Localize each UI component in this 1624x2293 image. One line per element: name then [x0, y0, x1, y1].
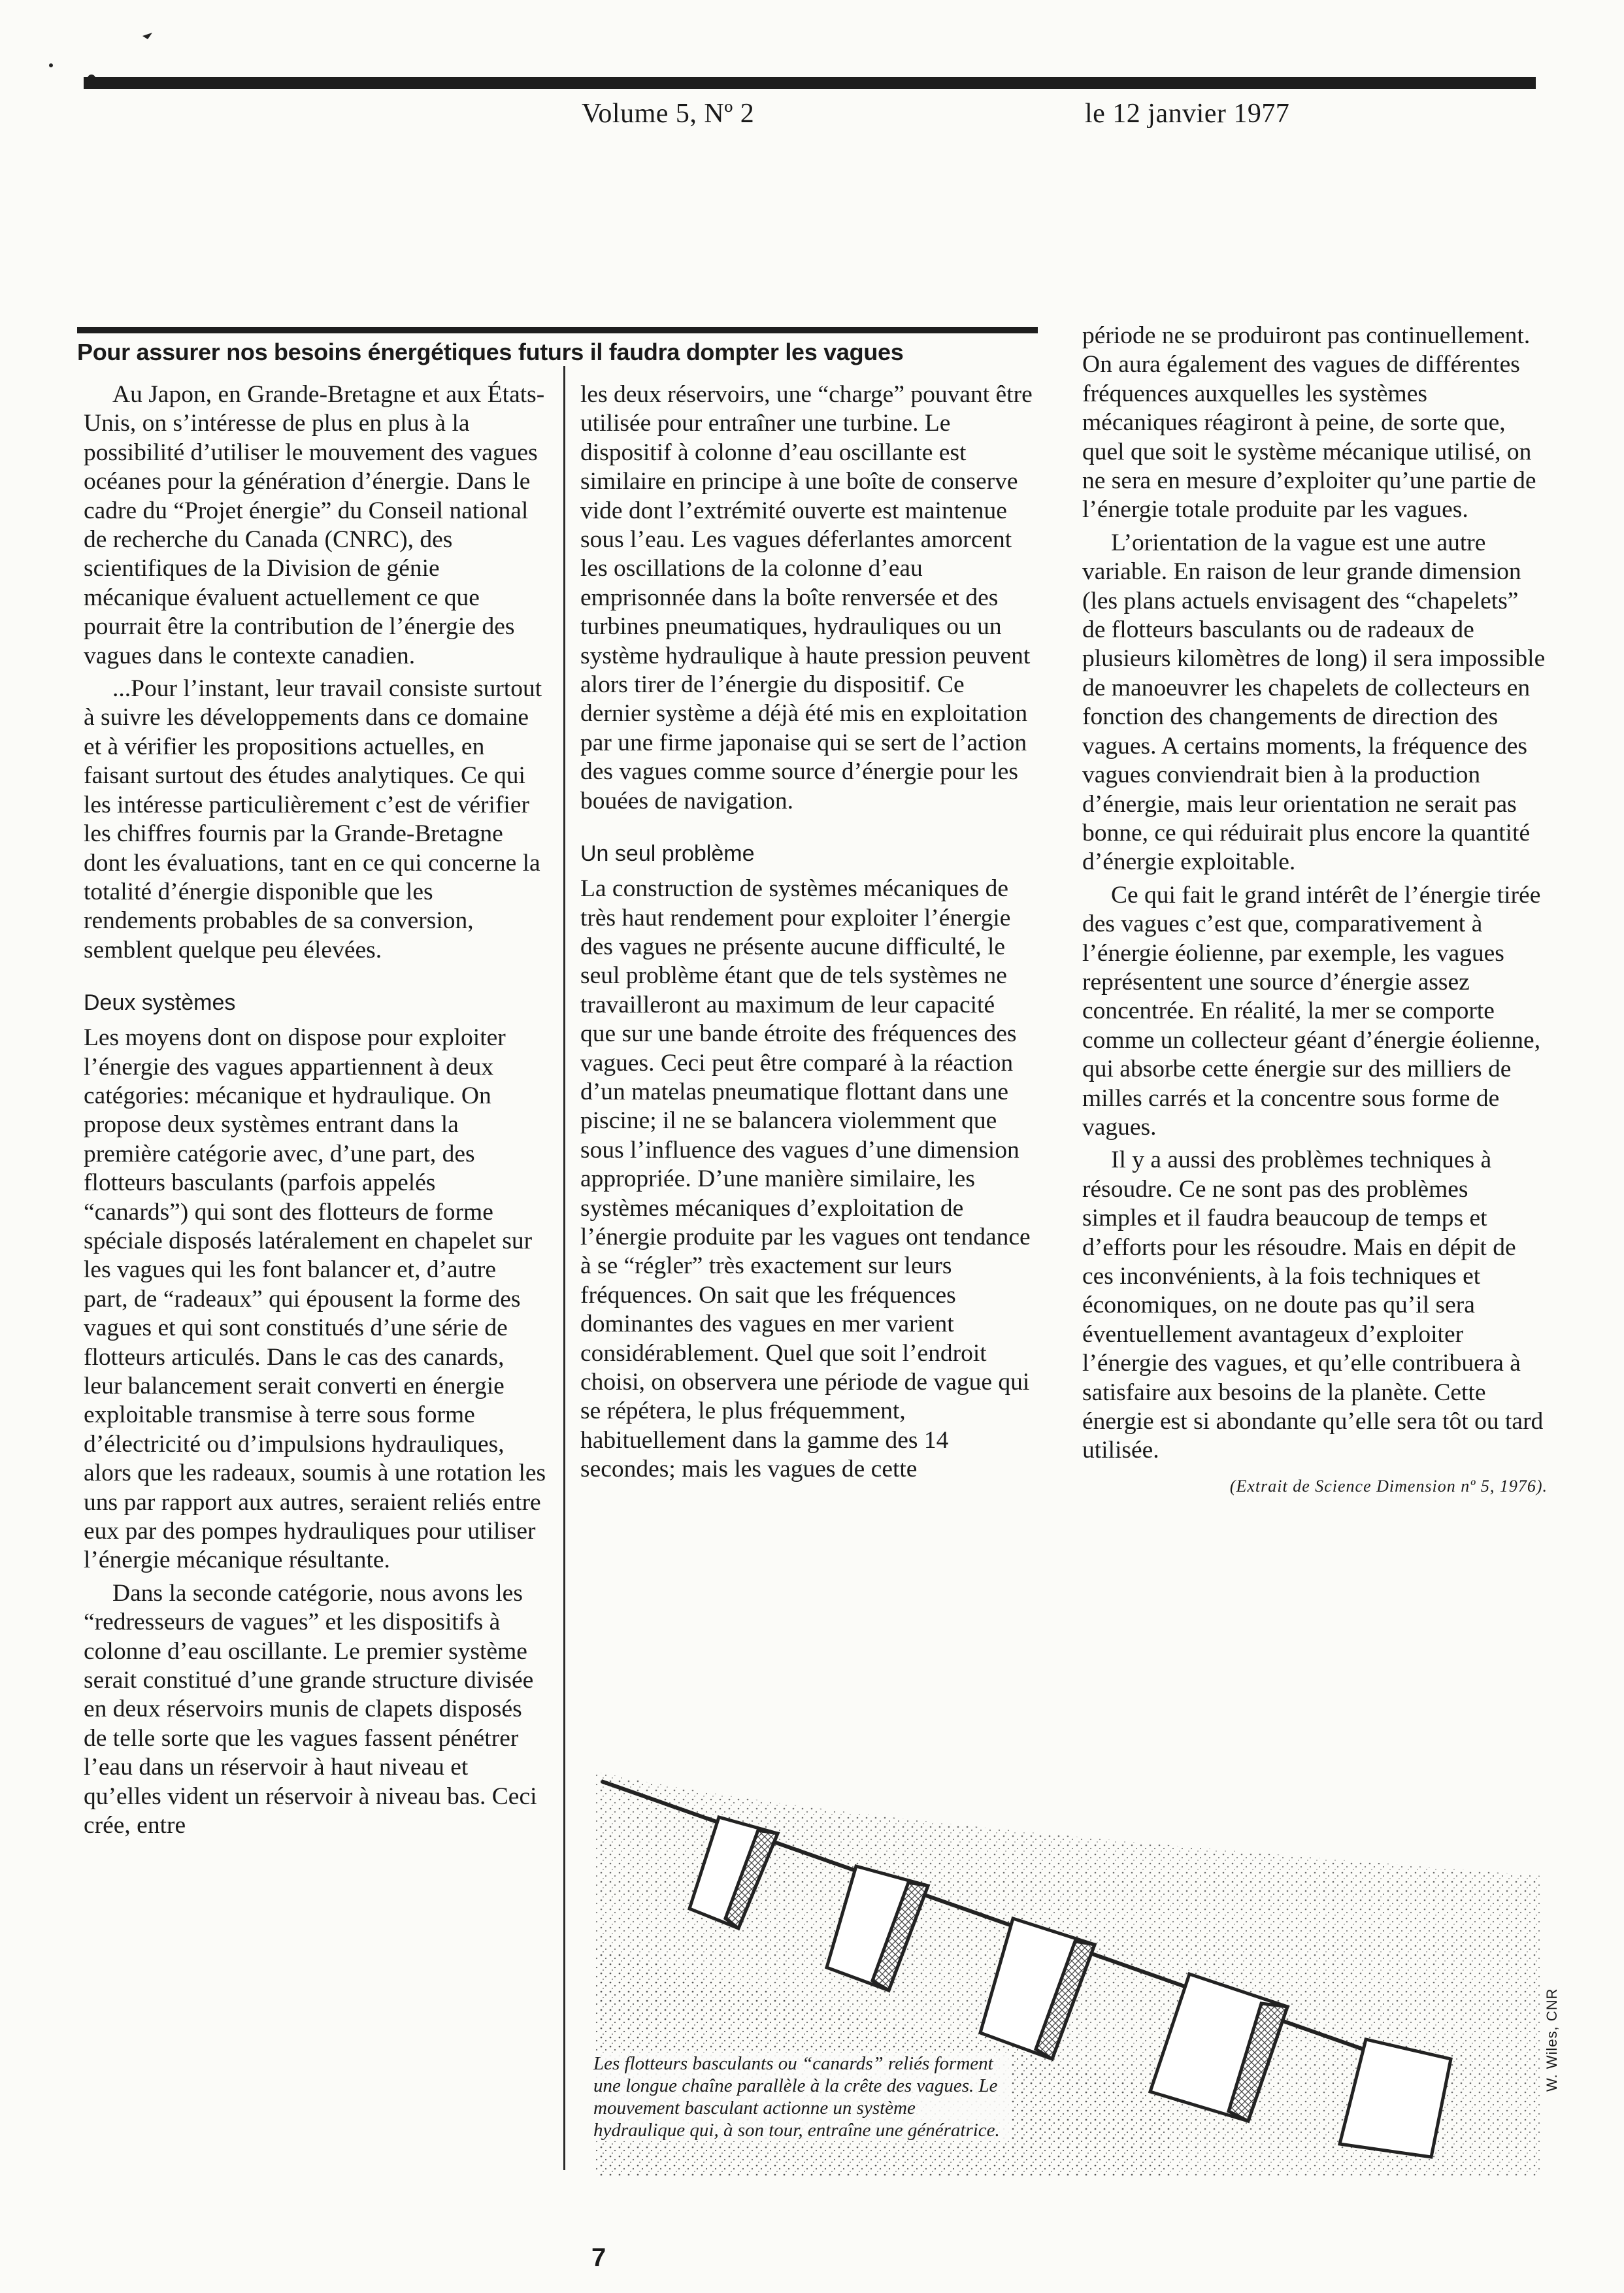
paragraph: Au Japon, en Grande-Bretagne et aux États-Unis, on s’intéresse de plus en plus à la possibilité d’utiliser le mouvement des vagues océanes pour la génération d’énergie. Dans le cadre du “Projet énergie” du Conseil national de recherche du Canada (CNRC), des scientifiques de la Division de génie mécanique évaluent actuellement ce que pourrait être la contribution de l’énergie des vagues dans le contexte canadien. — [84, 381, 545, 669]
print-specks — [44, 13, 169, 85]
source-citation: (Extrait de Science Dimension nº 5, 1976). — [1229, 1476, 1548, 1496]
paragraph: Dans la seconde catégorie, nous avons les “redresseurs de vagues” et les dispositifs à colonne d’eau oscillante. Le premier système serait constitué d’une grande structure divisée en deux réservoirs munis de clapets disposés de telle sorte que les vagues fassent pénétrer l’eau dans un réservoir à haut niveau et qu’elles vident un réservoir à niveau bas. Ceci crée, entre — [84, 1579, 537, 1839]
header-rule — [84, 77, 1536, 89]
paragraph: Ce qui fait le grand intérêt de l’énergie tirée des vagues c’est que, comparativement à l’énergie éolienne, par exemple, les vagues représentent une source d’énergie assez concentrée. En réalité, la mer se comporte comme un collecteur géant d’énergie éolienne, qui absorbe cette énergie sur des milliers de milles carrés et la concentre sous forme de vagues. — [1082, 881, 1541, 1141]
paragraph: Les moyens dont on dispose pour exploiter l’énergie des vagues appartiennent à deux catégories: mécanique et hydraulique. On propose deux systèmes entrant dans la première catégorie avec, d’une part, des flotteurs basculants (parfois appelés “canards”) qui sont des flotteurs de forme spéciale disposés latéralement en chapelet sur les vagues qui les font balancer et, d’autre part, de “radeaux” qui épousent la forme des vagues et qui sont constitués d’une série de flotteurs articulés. Dans le cas des canards, leur balancement serait converti en énergie exploitable transmise à terre sous forme d’électricité ou d’impulsions hydrauliques, alors que les radeaux, soumis à une rotation les uns par rapport aux autres, seraient reliés entre eux par des pompes hydrauliques pour utiliser l’énergie mécanique résultante. — [84, 1024, 546, 1574]
issue-volume: Volume 5, Nº 2 — [582, 99, 755, 129]
title-rule — [77, 327, 1038, 333]
figure-credit: W. Wiles, CNR — [1544, 1988, 1560, 2092]
subheading: Un seul problème — [580, 841, 755, 867]
paragraph: les deux réservoirs, une “charge” pouvant être utilisée pour entraîner une turbine. Le dispositif à colonne d’eau oscillante est similaire en principe à une boîte de conserve vide dont l’extrémité ouverte est maintenue sous l’eau. Les vagues déferlantes amorcent les oscillations de la colonne d’eau emprisonnée dans la boîte renversée et des turbines pneumatiques, hydrauliques ou un système hydraulique à haute pression peuvent alors tirer de l’énergie du dispositif. Ce dernier système a déjà été mis en exploitation par une firme japonaise qui se sert de l’action des vagues comme source d’énergie pour les bouées de navigation. — [580, 381, 1033, 814]
article-title: Pour assurer nos besoins énergétiques futurs il faudra dompter les vagues — [77, 339, 904, 365]
subheading: Deux systèmes — [84, 990, 236, 1016]
page-number: 7 — [591, 2243, 606, 2272]
paragraph: ...Pour l’instant, leur travail consiste surtout à suivre les développements dans ce domaine et à vérifier les propositions actuelles, en faisant surtout des études analytiques. Ce qui les intéresse particulièrement c’est de vérifier les chiffres fournis par la Grande-Bretagne dont les évaluations, tant en ce qui concerne la totalité d’énergie disponible que les rendements probables de sa conversion, semblent quelque peu élevées. — [84, 675, 542, 963]
figure-caption: Les flotteurs basculants ou “canards” reliés forment une longue chaîne parallèle à la crête des vagues. Le mouvement basculant actionne un système hydraulique qui, à son tour, entraîne une génératrice. — [593, 2052, 1012, 2141]
paragraph: La construction de systèmes mécaniques de très haut rendement pour exploiter l’énergie des vagues ne présente aucune difficulté, le seul problème étant que de tels systèmes ne travailleront au maximum de leur capacité que sur une bande étroite des fréquences des vagues. Ceci peut être comparé à la réaction d’un matelas pneumatique flottant dans une piscine; il ne se balancera violemment que sous l’influence des vagues d’une dimension appropriée. D’une manière similaire, les systèmes mécaniques d’exploitation de l’énergie produite par les vagues ont tendance à se “régler” très exactement sur leurs fréquences. On sait que les fréquences dominantes des vagues en mer varient considérablement. Quel que soit l’endroit choisi, on observera une période de vague qui se répétera, le plus fréquemment, habituellement dans la gamme des 14 secondes; mais les vagues de cette — [580, 875, 1031, 1483]
article-column-3 — [1082, 322, 1548, 1501]
paragraph: période ne se produiront pas continuellement. On aura également des vagues de différentes fréquences auxquelles les systèmes mécaniques réagiront à peine, de sorte que, quel que soit le système mécanique utilisé, on ne sera en mesure d’exploiter qu’une partie de l’énergie totale produite par les vagues. — [1082, 322, 1536, 524]
article-column-1 — [84, 380, 546, 1841]
article-column-2 — [580, 380, 1035, 1484]
column-separator — [563, 366, 565, 2170]
paragraph: L’orientation de la vague est une autre variable. En raison de leur grande dimension (les plans actuels envisagent des “chapelets” de flotteurs basculants ou de radeaux de plusieurs kilomètres de long) il sera impossible de manoeuvrer les chapelets de collecteurs en fonction des changements de direction des vagues. A certains moments, la fréquence des vagues conviendrait bien à la production d’énergie, mais leur orientation ne serait pas bonne, ce qui réduirait plus encore la quantité d’énergie exploitable. — [1082, 529, 1546, 876]
issue-date: le 12 janvier 1977 — [1085, 99, 1290, 129]
paragraph: Il y a aussi des problèmes techniques à résoudre. Ce ne sont pas des problèmes simples et il faudra beaucoup de temps et d’efforts pour les résoudre. Mais en dépit de ces inconvénients, à la fois techniques et économiques, on ne doute pas qu’il sera éventuellement avantageux d’exploiter l’énergie des vagues, et qu’elle contribuera à satisfaire aux besoins de la planète. Cette énergie est si abondante qu’elle sera tôt ou tard utilisée. — [1082, 1146, 1544, 1464]
